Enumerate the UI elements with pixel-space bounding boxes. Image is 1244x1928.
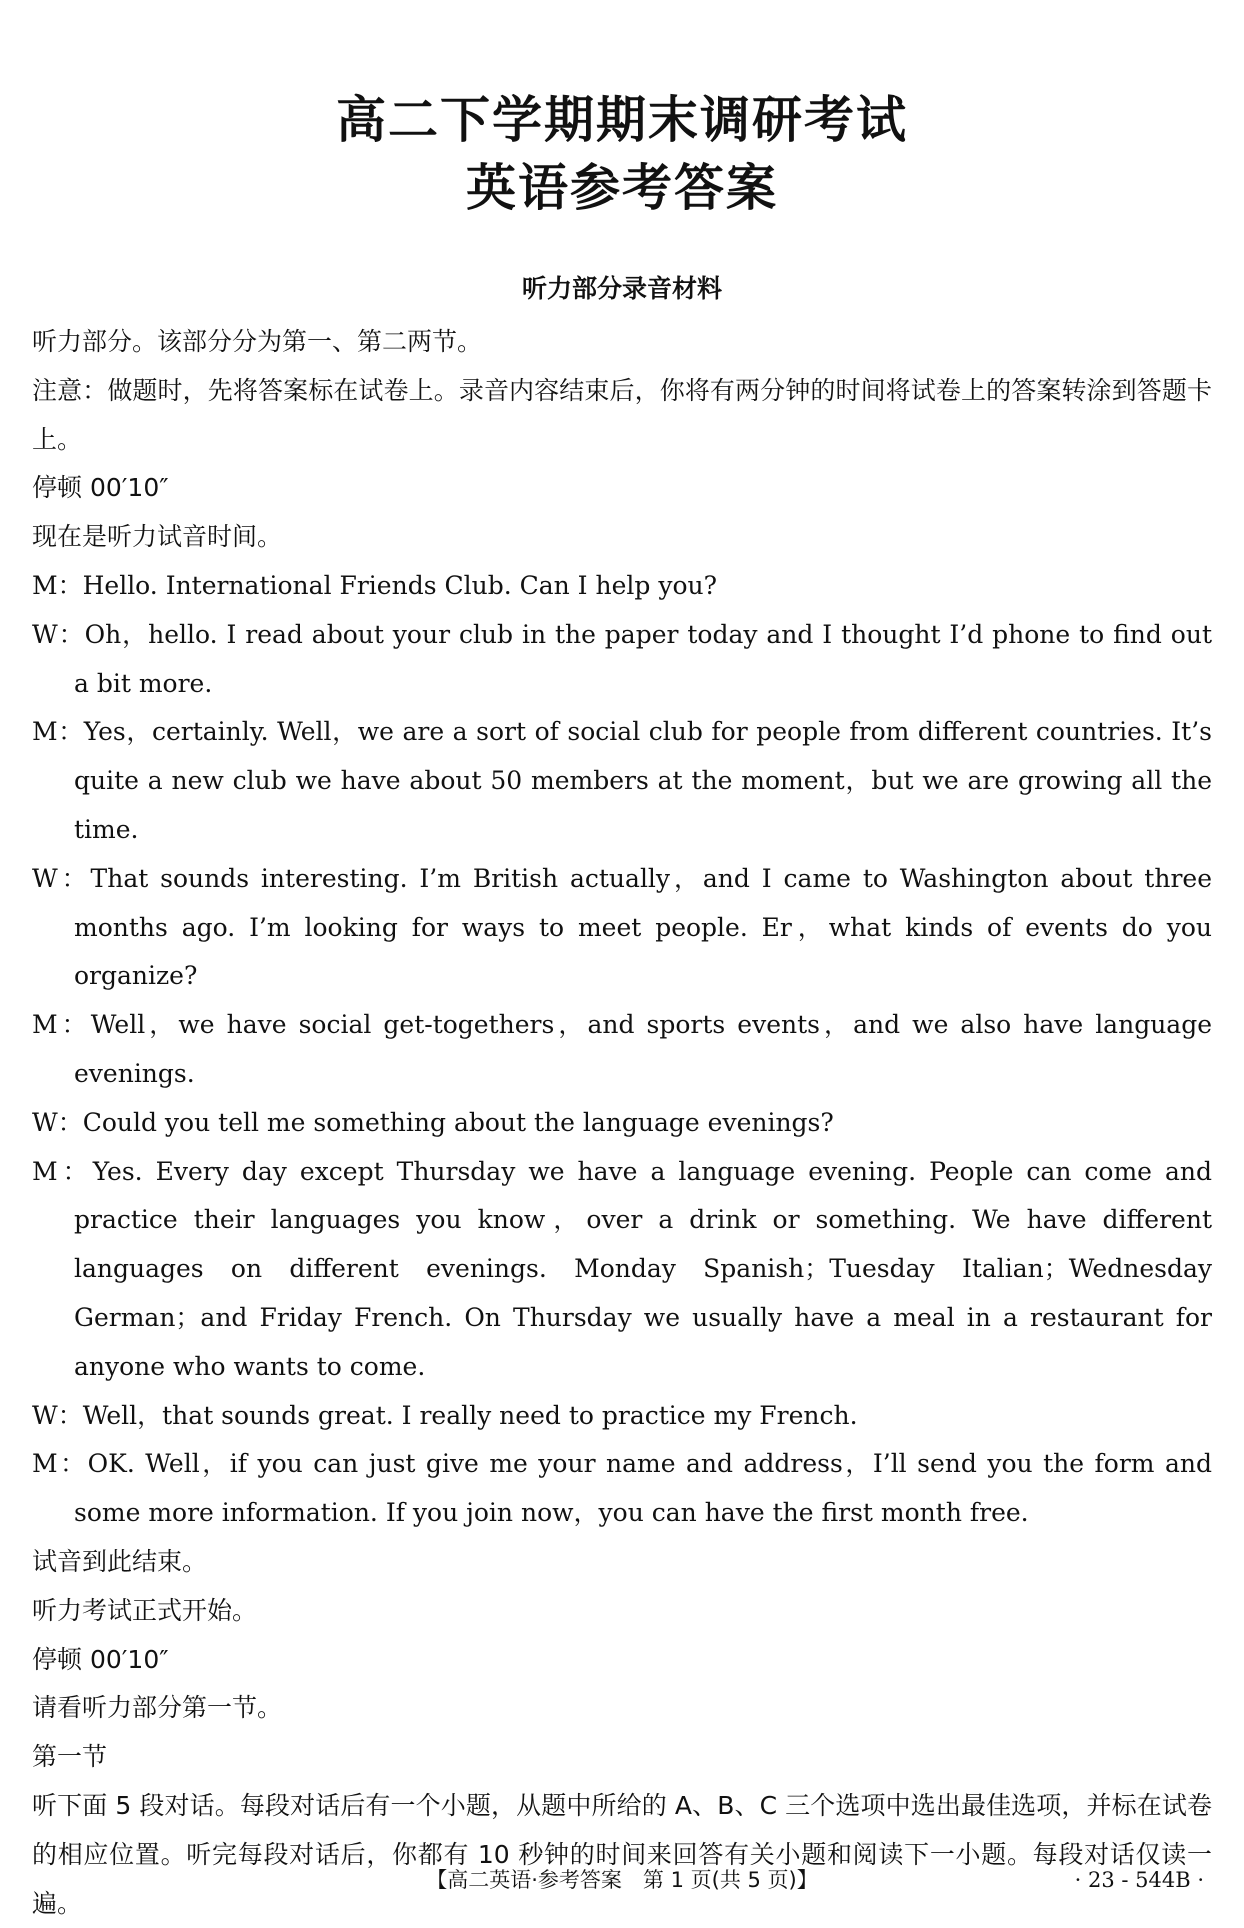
dialogue-line: W：Oh，hello. I read about your club in the paper today and I thought I’d phone to find out a bit more.: [32, 619, 1212, 698]
dialogue-line: M：Yes，certainly. Well，we are a sort of social club for people from different countries. It’s quite a new club we have about 50 members at the moment，but we are growing all the time.: [32, 717, 1212, 844]
listening-transcript: [32, 318, 1212, 1928]
dialogue-line: M：Yes. Every day except Thursday we have a language evening. People can come and practice their languages you know，over a drink or something. We have different languages on different evenings. Monday Spanish；Tuesday Italian；Wednesday German；and Friday French. On Thursday we usually have a meal in a restaurant for anyone who wants to come.: [32, 1156, 1212, 1381]
exam-title: 高二下学期期末调研考试: [336, 91, 908, 149]
section-one-heading: 第一节: [32, 1742, 108, 1772]
section-one-instructions: 听下面 5 段对话。每段对话后有一个小题，从题中所给的 A、B、C 三个选项中选出最佳选项，并标在试卷的相应位置。听完每段对话后，你都有 10 秒钟的时间来回答有关小题和阅读下一小题。每段对话仅读一遍。: [32, 1790, 1212, 1918]
pause-line: 停顿 00′10″: [32, 473, 169, 503]
dialogue-line: M：Well，we have social get-togethers，and sports events，and we also have language evenings.: [32, 1010, 1212, 1088]
trial-end-line: 试音到此结束。: [32, 1546, 208, 1576]
dialogue-line: M：OK. Well，if you can just give me your name and address，I’ll send you the form and some more information. If you join now，you can have the first month free.: [32, 1449, 1212, 1528]
notice-paragraph: 注意：做题时，先将答案标在试卷上。录音内容结束后，你将有两分钟的时间将试卷上的答案转涂到答题卡上。: [32, 375, 1212, 454]
footer-page-info: 【高二英语·参考答案 第 1 页(共 5 页)】: [426, 1868, 818, 1892]
exam-start-line: 听力考试正式开始。: [32, 1595, 258, 1625]
dialogue-line: W：Could you tell me something about the language evenings?: [32, 1107, 834, 1137]
footer-exam-code: · 23 - 544B ·: [1074, 1868, 1204, 1892]
pause-line: 停顿 00′10″: [32, 1644, 169, 1674]
intro-line: 听力部分。该部分分为第一、第二两节。: [32, 327, 483, 356]
section-heading: 听力部分录音材料: [521, 274, 722, 303]
dialogue-line: M：Hello. International Friends Club. Can I help you?: [32, 570, 718, 600]
section-one-prompt: 请看听力部分第一节。: [32, 1693, 283, 1723]
dialogue-line: W：Well，that sounds great. I really need to practice my French.: [32, 1400, 858, 1430]
trial-start-line: 现在是听力试音时间。: [32, 522, 283, 552]
dialogue-line: W：That sounds interesting. I’m British actually，and I came to Washington about three months ago. I’m looking for ways to meet people. Er，what kinds of events do you organize?: [32, 863, 1212, 991]
page-footer: [0, 1862, 1244, 1898]
answer-key-title: 英语参考答案: [466, 159, 778, 217]
